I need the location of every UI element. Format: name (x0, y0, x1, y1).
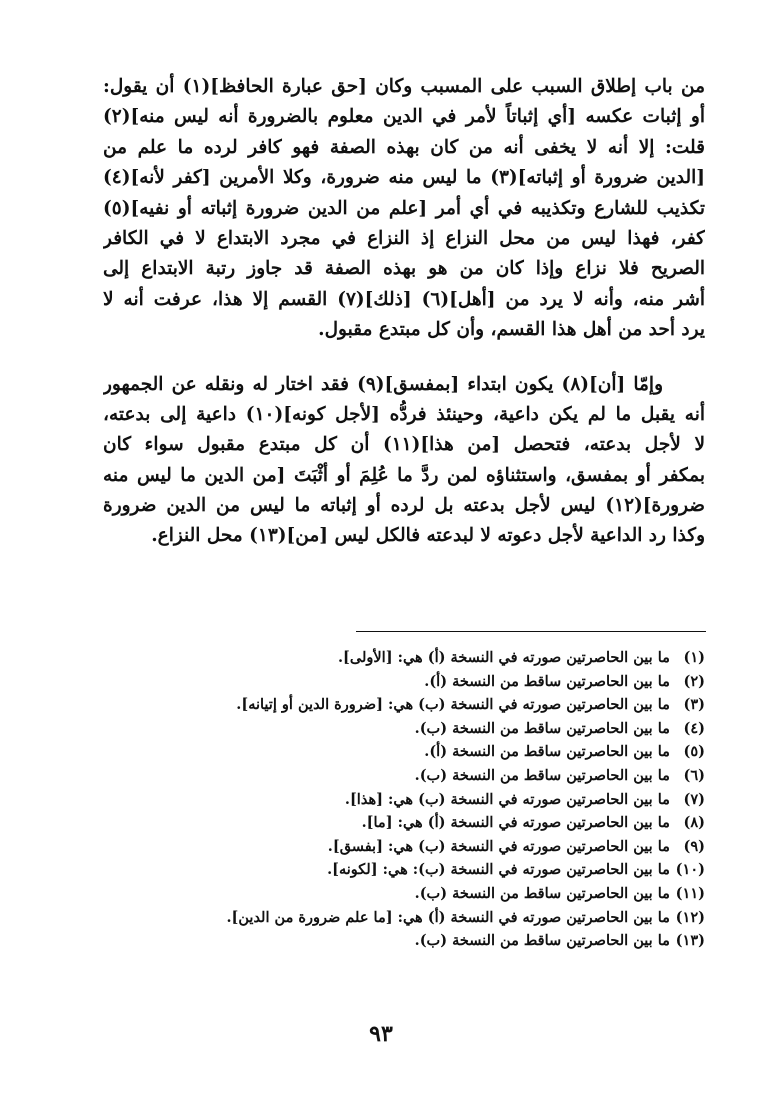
footnote-item (103, 764, 705, 788)
footnotes-list (103, 646, 705, 953)
text-line: ضرورة](١٢) ليس لأجل بدعته بل لرده أو إثباته ما ليس من الدين ضرورة (103, 495, 705, 517)
footnote-item (103, 646, 705, 670)
footnote-number: (٥) (683, 743, 705, 761)
text-line: وكذا رد الداعية لأجل دعوته لا لبدعته فالكل ليس [من](١٣) محل النزاع. (151, 525, 705, 547)
text-line: من باب إطلاق السبب على المسبب وكان [حق عبارة الحافظ](١) أن يقول: (103, 76, 705, 97)
footnote-text: ما بين الحاصرتين ساقط من النسخة (ب). (414, 766, 670, 784)
footnote-text: ما بين الحاصرتين ساقط من النسخة (ب). (414, 932, 670, 950)
page-number: ٩٣ (369, 1021, 393, 1047)
footnote-item (103, 882, 705, 906)
footnote-text: ما بين الحاصرتين ساقط من النسخة (أ). (424, 743, 670, 761)
text-line: أنه يقبل ما لم يكن داعية، وحينئذ فردُّه [لأجل كونه](١٠) داعية إلى بدعته، (103, 403, 705, 425)
footnote-number: (٨) (683, 814, 705, 832)
footnote-number: (٣) (683, 696, 705, 714)
footnote-number: (١٢) (675, 908, 705, 926)
footnote-number: (١) (683, 649, 705, 666)
footnote-text: ما بين الحاصرتين ساقط من النسخة (ب). (414, 719, 670, 737)
footnote-item (103, 717, 705, 741)
footnote-text: ما بين الحاصرتين ساقط من النسخة (ب). (414, 884, 670, 902)
text-line: أو إثبات عكسه [أي إثباتاً لأمر في الدين معلوم بالضرورة أنه ليس منه](٢) (103, 106, 705, 128)
footnote-number: (٩) (683, 837, 705, 855)
footnote-text: ما بين الحاصرتين صورته في النسخة (أ) هي: [ما علم ضرورة من الدين]. (226, 908, 670, 926)
footnote-text: ما بين الحاصرتين ساقط من النسخة (أ). (424, 672, 670, 690)
text-line: وإمّا [أن](٨) يكون ابتداء [بمفسق](٩) فقد اختار له ونقله عن الجمهور (103, 373, 663, 395)
footnote-item (103, 670, 705, 694)
footnote-text: ما بين الحاصرتين صورته في النسخة (ب) هي: [بفسق]. (327, 837, 670, 855)
main-text (103, 72, 705, 552)
footnote-number: (١٠) (675, 861, 705, 879)
footnote-text: ما بين الحاصرتين صورته في النسخة (ب) هي: [ضرورة الدين أو إتيانه]. (236, 696, 670, 714)
text-line: تكذيب للشارع وتكذيبه في أي أمر [علم من الدين ضرورة إثباته أو نفيه](٥) (103, 197, 705, 219)
footnote-item (103, 693, 705, 717)
footnote-text: ما بين الحاصرتين صورته في النسخة (أ) هي: [ما]. (361, 814, 670, 832)
footnote-text: ما بين الحاصرتين صورته في النسخة (ب): هي: [لكونه]. (327, 861, 670, 879)
text-line: بمكفر أو بمفسق، واستثناؤه لمن ردَّ ما عُلِمَ أو أثْبَتَ [من الدين ما ليس منه (103, 464, 705, 486)
paragraph-1 (103, 72, 705, 346)
footnote-number: (٢) (683, 672, 705, 690)
footnote-text: ما بين الحاصرتين صورته في النسخة (ب) هي: [هذا]. (344, 790, 670, 808)
text-line: الصريح فلا نزاع وإذا كان من هو بهذه الصفة قد جاوز رتبة الابتداع إلى (103, 258, 705, 280)
footnote-item (103, 858, 705, 882)
footnote-number: (٦) (683, 766, 705, 784)
text-line: قلت: إلا أنه لا يخفى أنه من كان بهذه الصفة فهو كافر لرده ما علم من (103, 136, 705, 158)
footnote-item (103, 811, 705, 835)
footnote-item (103, 788, 705, 812)
text-line: [الدين ضرورة أو إثباته](٣) ما ليس منه ضرورة، وكلا الأمرين [كفر لأنه](٤) (103, 167, 705, 189)
footnote-text: ما بين الحاصرتين صورته في النسخة (أ) هي: [الأولى]. (338, 649, 670, 666)
footnote-number: (٤) (683, 719, 705, 737)
footnote-separator (356, 631, 706, 632)
text-line: يرد أحد من أهل هذا القسم، وأن كل مبتدع مقبول. (318, 319, 705, 341)
text-line: أشر منه، وأنه لا يرد من [أهل](٦) [ذلك](٧) القسم إلا هذا، عرفت أنه لا (103, 288, 705, 310)
text-line: كفر، فهذا ليس من محل النزاع إذ النزاع في مجرد الابتداع لا في الكافر (103, 227, 705, 249)
footnote-item (103, 929, 705, 953)
footnote-item (103, 906, 705, 930)
text-line: لا لأجل بدعته، فتحصل [من هذا](١١) أن كل مبتدع مقبول سواء كان (103, 434, 705, 456)
footnote-number: (١٣) (675, 932, 705, 950)
footnote-item (103, 740, 705, 764)
footnote-number: (١١) (675, 884, 705, 902)
footnote-number: (٧) (683, 790, 705, 808)
footnote-item (103, 835, 705, 859)
paragraph-2 (103, 370, 705, 552)
